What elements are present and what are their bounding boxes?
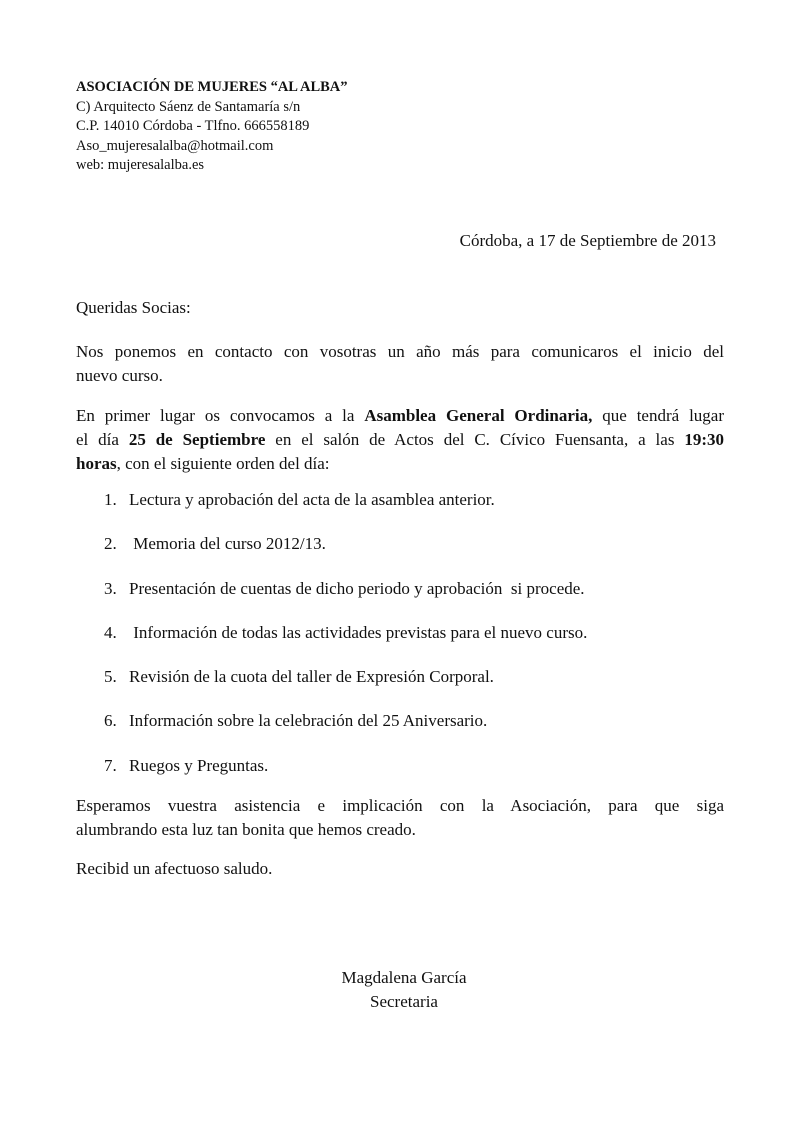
organization-email: Aso_mujeresalalba@hotmail.com: [76, 137, 274, 154]
farewell: Recibid un afectuoso saludo.: [76, 859, 273, 878]
agenda-item-number: 2.: [104, 534, 117, 554]
agenda-item: [104, 709, 724, 753]
closing-paragraph-line: alumbrando esta luz tan bonita que hemos creado.: [76, 820, 416, 839]
agenda-item-text: Presentación de cuentas de dicho periodo y aprobación si procede.: [129, 578, 585, 598]
agenda-item-text: Memoria del curso 2012/13.: [129, 534, 326, 554]
assembly-paragraph-line-3: [76, 452, 724, 476]
agenda-item: [104, 754, 724, 798]
date-line: Córdoba, a 17 de Septiembre de 2013: [459, 231, 716, 250]
closing-paragraph: [76, 794, 724, 842]
signatory-role: Secretaria: [370, 992, 438, 1011]
assembly-text: En primer lugar os convocamos a la: [76, 406, 365, 425]
organization-address: C) Arquitecto Sáenz de Santamaría s/n: [76, 98, 301, 115]
assembly-text: en el salón de Actos del C. Cívico Fuensanta, a las: [265, 430, 685, 449]
assembly-paragraph-line-2: [76, 428, 724, 452]
agenda-item-text: Ruegos y Preguntas.: [129, 755, 269, 775]
salutation: Queridas Socias:: [76, 298, 191, 317]
agenda-item-text: Información sobre la celebración del 25 Aniversario.: [129, 711, 488, 731]
agenda-item-number: 4.: [104, 622, 117, 642]
intro-paragraph-line: Nos ponemos en contacto con vosotras un año más para comunicaros el inicio del: [76, 342, 724, 361]
assembly-time-unit: horas: [76, 454, 117, 473]
assembly-time: 19:30: [684, 430, 724, 449]
agenda-item-text: Lectura y aprobación del acta de la asamblea anterior.: [129, 490, 495, 509]
assembly-paragraph: [76, 404, 724, 476]
agenda-item: [104, 665, 724, 709]
organization-web: web: mujeresalalba.es: [76, 157, 205, 173]
agenda-item-text: Revisión de la cuota del taller de Expresión Corporal.: [129, 667, 494, 687]
intro-paragraph: [76, 340, 724, 388]
agenda-item-number: 6.: [104, 711, 117, 731]
assembly-text: el día: [76, 430, 129, 449]
assembly-name: Asamblea General Ordinaria,: [364, 406, 593, 425]
agenda-item-text: Información de todas las actividades previstas para el nuevo curso.: [129, 622, 588, 642]
intro-paragraph-line: nuevo curso.: [76, 366, 163, 385]
signatory-name: Magdalena García: [341, 968, 467, 987]
organization-name: ASOCIACIÓN DE MUJERES “AL ALBA”: [76, 79, 348, 95]
agenda-item-number: 3.: [104, 578, 117, 598]
agenda-item-number: 5.: [104, 667, 117, 687]
agenda-item: [104, 532, 724, 576]
assembly-text: que tendrá lugar: [592, 406, 725, 425]
agenda-item-number: 1.: [104, 490, 117, 509]
organization-postal-phone: C.P. 14010 Córdoba - Tlfno. 666558189: [76, 118, 310, 134]
agenda-item: [104, 621, 724, 665]
agenda-item: [104, 488, 724, 532]
agenda-list: [104, 488, 724, 798]
assembly-date: 25 de Septiembre: [128, 430, 266, 449]
agenda-item-number: 7.: [104, 755, 117, 775]
signature-block: [304, 966, 504, 1014]
letterhead: [76, 78, 348, 176]
assembly-text: , con el siguiente orden del día:: [116, 454, 330, 473]
assembly-paragraph-line-1: [76, 404, 724, 428]
closing-paragraph-line: Esperamos vuestra asistencia e implicación con la Asociación, para que siga: [76, 796, 724, 815]
agenda-item: [104, 577, 724, 621]
